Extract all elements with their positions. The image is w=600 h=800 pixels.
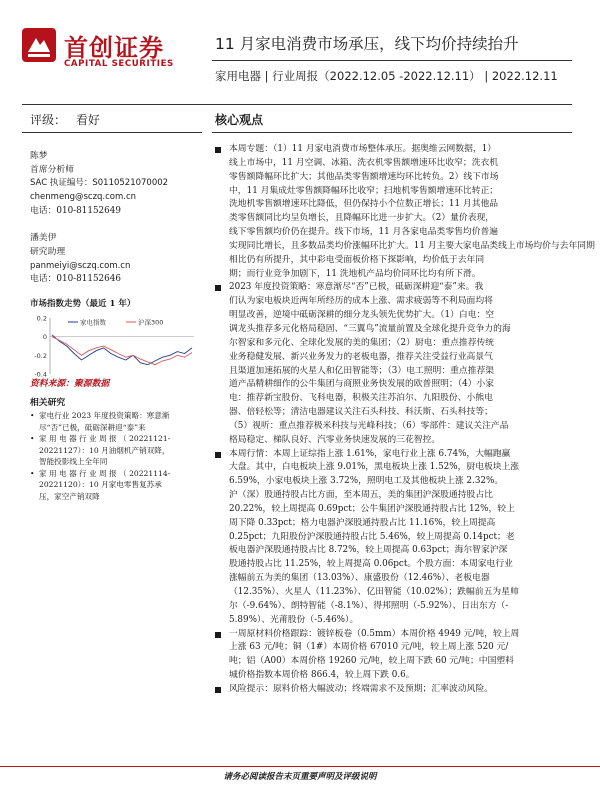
core-point-line: 大盘。其中，白电板块上涨 9.01%，黑电板块上涨 1.52%，厨电板块上涨 xyxy=(229,462,520,473)
core-views-body xyxy=(215,143,595,697)
analyst-spacer xyxy=(30,218,202,232)
related-item-line: 压，家空产销双降 xyxy=(39,491,100,501)
assistant-role: 研究助理 xyxy=(30,246,66,257)
core-point-line: 调龙头推荐多元化格局稳固、“三翼鸟”流量前置及全球化提升竞争力的海 xyxy=(229,323,511,334)
assistant-phone: 电话：010-81152646 xyxy=(30,274,121,285)
core-point-line: 一周原材料价格跟踪：镀锌板卷（0.5mm）本周价格 4949 元/吨，较上周 xyxy=(229,628,520,639)
core-point-line: 本周行情：本周上证综指上涨 1.61%，家电行业上涨 6.74%，大幅跑赢 xyxy=(229,448,511,459)
analyst-sac: SAC 执证编号：S0110521070002 xyxy=(30,178,169,189)
core-point-line: 零售额降幅环比扩大；其他品类零售额增速均环比转负。2）线下市场 xyxy=(229,171,499,182)
core-point-line: 中，11 月集成灶零售额降幅环比收窄；扫地机零售额增速环比转正； xyxy=(229,185,499,196)
core-point-line: 0.25pct；九阳股份沪深股通持股占比 5.46%，较上周提高 0.14pct；老 xyxy=(229,531,515,542)
core-point-line: 20.22%，较上周提高 0.69pct；公牛集团沪深股通持股占比 12%，较上 xyxy=(229,503,515,514)
core-point-line: 尔（-9.64%）、朗特智能（-8.1%）、得邦照明（-5.92%）、日出东方（- xyxy=(229,600,509,611)
chart-source: 资料来源：聚源数据 xyxy=(30,379,110,389)
market-index-chart xyxy=(28,310,198,380)
analyst-email: chenmeng@sczq.com.cn xyxy=(30,192,137,203)
related-item[interactable] xyxy=(30,410,205,433)
analyst-role: 首席分析师 xyxy=(30,164,74,175)
core-point-line: 器、倍轻松等；清洁电器建议关注石头科技、科沃斯、石头科技等； xyxy=(229,407,493,418)
core-point-line: 线上市场中，11 月空调、冰箱、洗衣机零售额增速环比收窄；洗衣机 xyxy=(229,157,499,168)
core-point-line: 沪（深）股通持股占比方面，至本周五，美的集团沪深股通持股占比 xyxy=(229,490,493,501)
related-item[interactable] xyxy=(30,468,205,503)
rating-label: 评级： xyxy=(30,113,67,127)
core-point-line: 涨幅前五为美的集团（13.03%）、康盛股份（12.46%）、老板电器 xyxy=(229,573,490,584)
y-tick-label: 0.2 xyxy=(36,314,47,323)
core-views-heading: 核心观点 xyxy=(215,113,264,127)
rating-value: 看好 xyxy=(75,113,100,127)
core-point-line: 洗地机零售额增速环比降低，但仍保持小个位数正增长；11 月其他品 xyxy=(229,199,499,210)
core-point-line: 股通持股占比 11.25%，较上周提高 0.06pct。个股方面：本周家电行业 xyxy=(229,559,513,570)
left-section-divider xyxy=(22,132,202,133)
core-point-line: 期；而行业竞争加剧下，11 洗地机产品均价同环比均有所下滑。 xyxy=(229,268,481,279)
right-section-divider xyxy=(212,132,572,133)
core-point-line: 上涨 63 元/吨；铜（1#）本周价格 67010 元/吨，较上周上涨 520 元/ xyxy=(229,642,509,653)
title-divider xyxy=(212,60,572,61)
core-point-paragraph xyxy=(215,628,575,683)
core-point-line: （5）视听：重点推荐极米科技与光峰科技；（6）零部件：建议关注产品 xyxy=(229,420,509,431)
assistant-name: 潘美伊 xyxy=(30,233,57,244)
core-point-line: 类零售额同比均呈负增长，且降幅环比进一步扩大。（2）量价表现， xyxy=(229,213,495,224)
core-point-line: 业务稳健发展、新兴业务发力的老板电器，推荐关注受益行业高景气 xyxy=(229,351,493,362)
rating xyxy=(30,111,100,128)
core-point-line: 尔智家和多元化、全球化发展的美的集团；（2）厨电：重点推荐传统 xyxy=(229,337,495,348)
core-point-paragraph xyxy=(215,683,575,697)
logo-name-en: CAPITAL SECURITIES xyxy=(64,59,174,69)
core-point-line: （12.35%）、火星人（11.23%）、亿田智能（10.02%）；跌幅前五为星帅 xyxy=(229,587,519,597)
core-point-line: 5.89%）、光莆股份（-5.46%）。 xyxy=(229,614,359,625)
report-title: 11 月家电消费市场承压，线下均价持续抬升 xyxy=(215,35,519,53)
analyst-name: 陈梦 xyxy=(30,151,48,161)
related-item-line: • 家 用 电 器 行 业 周 报 （ 20221114- xyxy=(39,468,171,478)
analyst-phone: 电话：010-81152649 xyxy=(30,205,121,216)
legend-label: 沪深300 xyxy=(138,318,164,327)
core-point-paragraph xyxy=(215,448,575,628)
section-top-divider xyxy=(22,104,572,105)
y-tick-label: 0 xyxy=(42,333,47,342)
footer-disclaimer: 请务必阅读报告末页重要声明及评级说明 xyxy=(223,772,377,782)
core-point-line: 本周专题：（1）11 月家电消费市场整体承压。据奥维云网数据，1） xyxy=(229,144,497,154)
y-tick-label: -0.4 xyxy=(34,370,47,379)
core-point-line: 实现同比增长，且多数品类均价涨幅环比扩大。11 月主要大家电品类线上市场均价与去年同期 xyxy=(229,240,595,251)
core-point-line: 周下降 0.33pct；格力电器沪深股通持股占比 11.16%，较上周提高 xyxy=(229,517,496,528)
core-point-line: 电：推荐新宝股份、飞科电器，积极关注苏泊尔、九阳股份、小熊电 xyxy=(229,393,493,404)
y-tick-label: -0.2 xyxy=(34,351,47,360)
related-item-line: • 家电行业 2023 年度投资策略：寒意渐 xyxy=(39,411,170,420)
core-point-line: 明显改善，逆境中砥砺深耕的细分龙头领先优势扩大。（1）白电：空 xyxy=(229,310,495,321)
series-line-1 xyxy=(52,337,192,365)
core-point-line: 板电器沪深股通持股占比 8.72%，较上周提高 0.63pct；海尔智家沪深 xyxy=(229,545,508,556)
report-subtitle: 家用电器 | 行业周报（2022.12.05 -2022.12.11） | 2022.12.11 xyxy=(215,69,558,83)
logo-name-cn: 首创证券 xyxy=(64,34,164,62)
series-line-0 xyxy=(52,335,192,365)
related-item-line: 智能投影线上全年同 xyxy=(39,457,108,466)
related-item[interactable] xyxy=(30,433,205,468)
company-logo xyxy=(22,26,202,74)
related-item-line: 尽“否”已极，砥砺深耕迎“泰”来 xyxy=(39,422,146,432)
core-point-line: 们认为家电板块近两年所经历的成本上涨、需求疲弱等不利局面均将 xyxy=(229,296,493,307)
related-research-list xyxy=(30,410,205,502)
core-point-line: 相比仍有所提升，其中彩电受面板价格下探影响，均价低于去年同 xyxy=(229,254,485,265)
core-point-line: 道产品精耕细作的公牛集团与商照业务快发展的欧普照明；（4）小家 xyxy=(229,379,495,390)
footer-divider xyxy=(0,766,600,767)
legend-label: 家电指数 xyxy=(80,318,106,327)
core-point-line: 格局稳定、梯队良好、汽零业务快速发展的三花智控。 xyxy=(229,434,441,445)
core-point-paragraph xyxy=(215,143,595,281)
core-point-line: 6.59%，小家电板块上涨 3.72%，照明电工及其他板块上涨 2.32%。 xyxy=(229,476,504,487)
analyst-info xyxy=(30,150,202,287)
core-point-line: 2023 年度投资策略：寒意渐尽“否”已极，砥砺深耕迎“泰”来。我 xyxy=(229,282,484,293)
core-point-line: 风险提示：原料价格大幅波动；终端需求不及预期；汇率波动风险。 xyxy=(229,683,493,694)
related-item-line: 20221127）：10 月油烟机产销双降， xyxy=(39,445,170,455)
core-point-line: 城价格指数本周价格 866.4，较上周下跌 0.6。 xyxy=(229,670,415,681)
core-point-line: 线下零售额均价仍在提升。线下市场，11 月各家电品类零售均价普遍 xyxy=(229,227,499,238)
logo-mark-icon xyxy=(22,28,56,62)
assistant-email: panmeiyi@sczq.com.cn xyxy=(30,260,131,271)
chart-title: 市场指数走势（最近 1 年） xyxy=(30,299,136,309)
related-research-heading: 相关研究 xyxy=(30,398,66,408)
related-item-line: • 家 用 电 器 行 业 周 报 （ 20221121- xyxy=(39,434,171,443)
related-item-line: 20221120）：10 月家电零售复苏承 xyxy=(39,480,162,489)
core-point-line: 吨；铝（A00）本周价格 19260 元/吨，较上周下跌 60 元/吨；中国塑料 xyxy=(229,656,514,667)
core-point-paragraph xyxy=(215,281,575,447)
core-point-line: 且渠道加速拓展的火星人和亿田智能等；（3）电工照明：重点推荐渠 xyxy=(229,365,495,376)
